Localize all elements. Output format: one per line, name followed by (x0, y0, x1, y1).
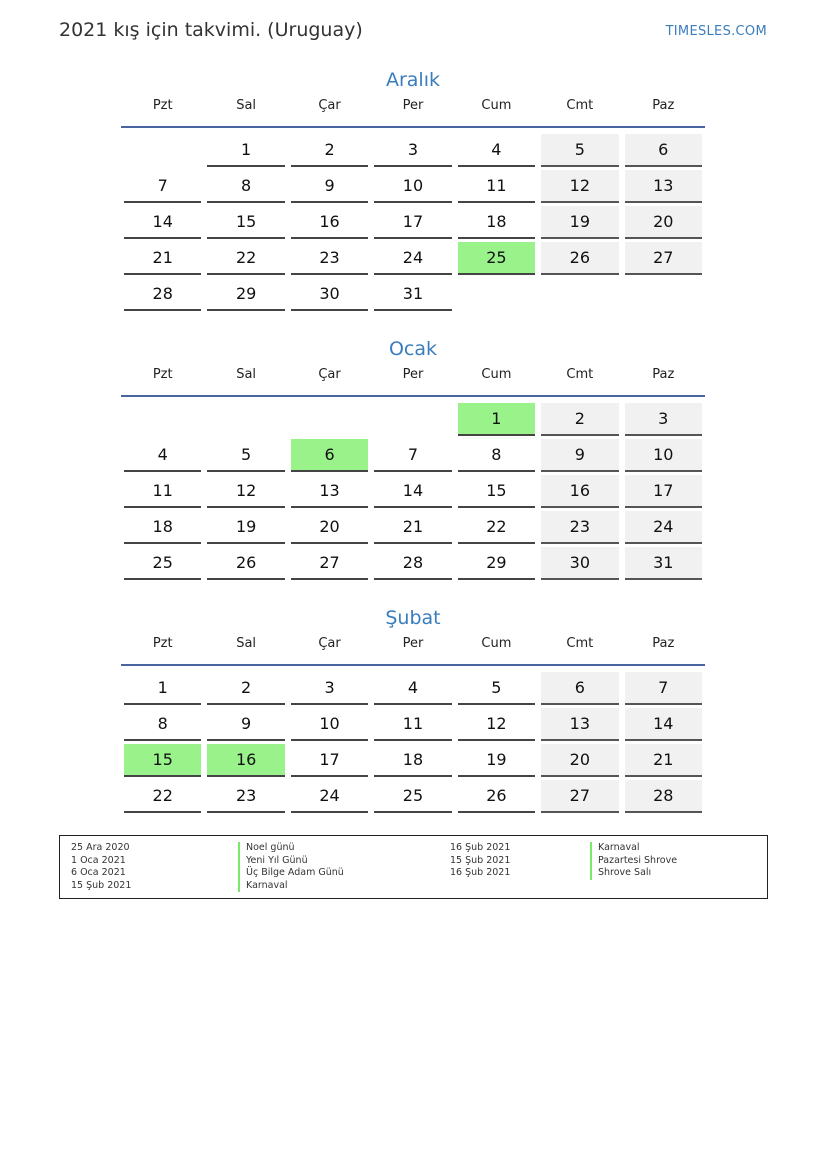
day-number: 13 (625, 170, 702, 203)
weekday-label: Sal (236, 367, 257, 382)
day-cell[interactable] (455, 437, 538, 473)
day-cell[interactable] (455, 545, 538, 581)
day-number: 27 (291, 547, 368, 580)
day-number: 16 (207, 744, 284, 777)
weekday-label: Çar (318, 367, 341, 382)
day-number: 10 (625, 439, 702, 472)
day-cell[interactable] (538, 778, 621, 814)
legend-holiday-name: Karnaval (238, 880, 344, 893)
day-cell[interactable] (538, 509, 621, 545)
day-cell[interactable] (622, 437, 705, 473)
day-cell[interactable] (455, 168, 538, 204)
empty-day-cell (371, 401, 454, 437)
day-cell[interactable] (288, 437, 371, 473)
day-cell[interactable] (455, 509, 538, 545)
page-title: 2021 kış için takvimi. (Uruguay) (59, 19, 363, 41)
empty-day-cell (204, 401, 287, 437)
day-number: 3 (625, 403, 702, 436)
day-cell[interactable] (538, 437, 621, 473)
day-cell[interactable] (121, 240, 204, 276)
day-number: 21 (124, 242, 201, 275)
day-number: 30 (291, 278, 368, 311)
day-cell[interactable] (371, 778, 454, 814)
weekday-header (121, 367, 705, 397)
day-number: 4 (374, 672, 451, 705)
day-cell[interactable] (121, 473, 204, 509)
day-cell[interactable] (288, 509, 371, 545)
weekday-label: Pzt (152, 98, 173, 113)
day-number: 25 (374, 780, 451, 813)
day-cell[interactable] (455, 778, 538, 814)
day-number: 1 (124, 672, 201, 705)
holiday-legend (59, 835, 768, 899)
weekday-label: Cum (481, 98, 512, 113)
day-number: 27 (625, 242, 702, 275)
day-cell[interactable] (371, 706, 454, 742)
empty-day-cell (121, 132, 204, 168)
day-number: 13 (541, 708, 618, 741)
day-cell[interactable] (371, 168, 454, 204)
day-number: 26 (207, 547, 284, 580)
day-cell[interactable] (204, 473, 287, 509)
day-number: 12 (207, 475, 284, 508)
month-name: Ocak (388, 338, 438, 360)
weekday-label: Çar (318, 636, 341, 651)
day-cell[interactable] (371, 473, 454, 509)
day-number: 19 (207, 511, 284, 544)
day-number: 9 (207, 708, 284, 741)
day-cell[interactable] (288, 778, 371, 814)
day-cell[interactable] (622, 240, 705, 276)
day-cell[interactable] (288, 168, 371, 204)
day-cell[interactable] (538, 168, 621, 204)
weekday-header (121, 636, 705, 666)
day-number: 15 (458, 475, 535, 508)
day-number: 8 (207, 170, 284, 203)
day-cell[interactable] (538, 473, 621, 509)
day-number: 6 (625, 134, 702, 167)
day-cell[interactable] (371, 204, 454, 240)
day-cell[interactable] (121, 778, 204, 814)
weekday-label: Cmt (566, 98, 594, 113)
day-number: 1 (207, 134, 284, 167)
legend-date: 16 Şub 2021 (450, 867, 511, 878)
weekday-label: Per (402, 98, 424, 113)
empty-day-cell (622, 276, 705, 312)
day-cell[interactable] (204, 742, 287, 778)
day-grid (121, 401, 705, 581)
day-cell[interactable] (622, 778, 705, 814)
day-cell[interactable] (622, 670, 705, 706)
day-number: 23 (207, 780, 284, 813)
day-number: 5 (207, 439, 284, 472)
day-number: 19 (541, 206, 618, 239)
day-cell[interactable] (288, 240, 371, 276)
day-cell[interactable] (538, 545, 621, 581)
day-cell[interactable] (121, 545, 204, 581)
day-number: 29 (207, 278, 284, 311)
day-number: 28 (625, 780, 702, 813)
legend-holiday-name: Üç Bilge Adam Günü (238, 867, 344, 880)
weekday-label: Pzt (152, 367, 173, 382)
weekday-label: Per (402, 367, 424, 382)
weekday-label: Per (402, 636, 424, 651)
day-cell[interactable] (121, 742, 204, 778)
day-cell[interactable] (288, 706, 371, 742)
day-cell[interactable] (121, 168, 204, 204)
day-number: 9 (541, 439, 618, 472)
day-cell[interactable] (121, 706, 204, 742)
weekday-header (121, 98, 705, 128)
day-cell[interactable] (121, 276, 204, 312)
day-number: 14 (374, 475, 451, 508)
day-cell[interactable] (288, 132, 371, 168)
day-cell[interactable] (204, 545, 287, 581)
day-number: 12 (458, 708, 535, 741)
day-number: 16 (541, 475, 618, 508)
day-cell[interactable] (538, 204, 621, 240)
legend-date: 15 Şub 2021 (71, 879, 132, 891)
legend-dates-right (450, 842, 510, 880)
weekday-label: Paz (652, 367, 675, 382)
day-cell[interactable] (371, 437, 454, 473)
day-cell[interactable] (371, 132, 454, 168)
day-number: 7 (374, 439, 451, 472)
weekday-label: Cmt (566, 636, 594, 651)
day-number: 2 (291, 134, 368, 167)
day-number: 20 (291, 511, 368, 544)
day-grid (121, 670, 705, 814)
legend-date: 1 Oca 2021 (71, 854, 126, 866)
day-number: 21 (374, 511, 451, 544)
day-number: 22 (458, 511, 535, 544)
day-number: 15 (207, 206, 284, 239)
day-number: 17 (625, 475, 702, 508)
month-block (121, 606, 705, 814)
legend-date: 15 Şub 2021 (450, 854, 511, 866)
day-number: 2 (541, 403, 618, 436)
day-cell[interactable] (371, 742, 454, 778)
day-number: 22 (207, 242, 284, 275)
day-cell[interactable] (371, 240, 454, 276)
day-number: 22 (124, 780, 201, 813)
day-number: 24 (374, 242, 451, 275)
day-cell[interactable] (538, 401, 621, 437)
day-cell[interactable] (371, 545, 454, 581)
day-number: 15 (124, 744, 201, 777)
empty-day-cell (455, 276, 538, 312)
legend-holiday-name: Pazartesi Shrove (590, 855, 677, 868)
day-number: 20 (625, 206, 702, 239)
day-number: 30 (541, 547, 618, 580)
day-number: 3 (291, 672, 368, 705)
day-number: 17 (291, 744, 368, 777)
day-cell[interactable] (204, 706, 287, 742)
day-number: 9 (291, 170, 368, 203)
weekday-label: Sal (236, 636, 257, 651)
day-number: 25 (124, 547, 201, 580)
legend-dates-left (71, 842, 131, 892)
legend-names-right (590, 842, 677, 880)
day-cell[interactable] (455, 670, 538, 706)
day-number: 23 (291, 242, 368, 275)
month-name: Aralık (385, 69, 440, 91)
day-number: 31 (374, 278, 451, 311)
day-grid (121, 132, 705, 312)
day-number: 17 (374, 206, 451, 239)
empty-day-cell (288, 401, 371, 437)
day-number: 6 (291, 439, 368, 472)
day-number: 14 (625, 708, 702, 741)
day-cell[interactable] (204, 670, 287, 706)
day-cell[interactable] (455, 240, 538, 276)
day-cell[interactable] (204, 132, 287, 168)
month-name: Şubat (385, 607, 441, 629)
day-number: 12 (541, 170, 618, 203)
day-cell[interactable] (371, 276, 454, 312)
day-number: 18 (374, 744, 451, 777)
day-number: 5 (541, 134, 618, 167)
day-number: 10 (374, 170, 451, 203)
day-cell[interactable] (455, 742, 538, 778)
weekday-label: Çar (318, 98, 341, 113)
day-cell[interactable] (538, 240, 621, 276)
day-cell[interactable] (622, 132, 705, 168)
day-cell[interactable] (371, 670, 454, 706)
day-cell[interactable] (455, 132, 538, 168)
weekday-label: Cmt (566, 367, 594, 382)
day-cell[interactable] (204, 276, 287, 312)
weekday-label: Pzt (152, 636, 173, 651)
empty-day-cell (121, 401, 204, 437)
weekday-label: Sal (236, 98, 257, 113)
legend-holiday-name: Karnaval (590, 842, 677, 855)
day-number: 16 (291, 206, 368, 239)
day-number: 7 (625, 672, 702, 705)
day-number: 26 (541, 242, 618, 275)
day-number: 4 (458, 134, 535, 167)
month-block (121, 337, 705, 581)
weekday-label: Paz (652, 98, 675, 113)
day-number: 20 (541, 744, 618, 777)
day-number: 21 (625, 744, 702, 777)
day-number: 29 (458, 547, 535, 580)
day-number: 7 (124, 170, 201, 203)
day-cell[interactable] (622, 706, 705, 742)
day-cell[interactable] (371, 509, 454, 545)
legend-names-left (238, 842, 344, 892)
day-cell[interactable] (288, 473, 371, 509)
month-block (121, 68, 705, 312)
day-number: 3 (374, 134, 451, 167)
day-cell[interactable] (288, 742, 371, 778)
day-number: 19 (458, 744, 535, 777)
day-number: 27 (541, 780, 618, 813)
day-cell[interactable] (121, 509, 204, 545)
day-cell[interactable] (622, 401, 705, 437)
day-cell[interactable] (538, 670, 621, 706)
day-cell[interactable] (455, 401, 538, 437)
day-cell[interactable] (622, 204, 705, 240)
empty-day-cell (538, 276, 621, 312)
legend-holiday-name: Yeni Yıl Günü (238, 855, 344, 868)
day-number: 24 (291, 780, 368, 813)
day-number: 28 (124, 278, 201, 311)
day-cell[interactable] (204, 509, 287, 545)
legend-date: 25 Ara 2020 (71, 842, 130, 853)
weekday-label: Paz (652, 636, 675, 651)
day-cell[interactable] (121, 204, 204, 240)
day-cell[interactable] (622, 168, 705, 204)
day-number: 18 (124, 511, 201, 544)
day-number: 10 (291, 708, 368, 741)
day-number: 4 (124, 439, 201, 472)
day-cell[interactable] (204, 168, 287, 204)
day-number: 18 (458, 206, 535, 239)
day-number: 11 (374, 708, 451, 741)
day-number: 14 (124, 206, 201, 239)
day-cell[interactable] (204, 778, 287, 814)
day-cell[interactable] (622, 509, 705, 545)
day-cell[interactable] (288, 670, 371, 706)
day-cell[interactable] (538, 742, 621, 778)
day-cell[interactable] (622, 473, 705, 509)
legend-holiday-name: Shrove Salı (590, 867, 677, 880)
day-number: 8 (124, 708, 201, 741)
day-cell[interactable] (121, 437, 204, 473)
day-number: 5 (458, 672, 535, 705)
day-cell[interactable] (121, 670, 204, 706)
legend-date: 6 Oca 2021 (71, 867, 126, 878)
day-cell[interactable] (622, 545, 705, 581)
brand-link[interactable]: TIMESLES.COM (665, 24, 767, 39)
day-cell[interactable] (455, 473, 538, 509)
day-number: 24 (625, 511, 702, 544)
day-number: 25 (458, 242, 535, 275)
weekday-label: Cum (481, 636, 512, 651)
day-cell[interactable] (204, 240, 287, 276)
day-cell[interactable] (455, 204, 538, 240)
day-number: 23 (541, 511, 618, 544)
legend-holiday-name: Noel günü (238, 842, 344, 855)
day-number: 13 (291, 475, 368, 508)
day-number: 11 (458, 170, 535, 203)
day-cell[interactable] (288, 545, 371, 581)
weekday-label: Cum (481, 367, 512, 382)
day-cell[interactable] (622, 742, 705, 778)
day-number: 2 (207, 672, 284, 705)
day-cell[interactable] (538, 132, 621, 168)
day-number: 8 (458, 439, 535, 472)
day-cell[interactable] (455, 706, 538, 742)
day-cell[interactable] (538, 706, 621, 742)
legend-date: 16 Şub 2021 (450, 842, 511, 853)
day-cell[interactable] (288, 276, 371, 312)
day-cell[interactable] (204, 437, 287, 473)
day-cell[interactable] (288, 204, 371, 240)
day-number: 28 (374, 547, 451, 580)
day-number: 6 (541, 672, 618, 705)
day-number: 31 (625, 547, 702, 580)
day-number: 11 (124, 475, 201, 508)
day-number: 1 (458, 403, 535, 436)
day-number: 26 (458, 780, 535, 813)
day-cell[interactable] (204, 204, 287, 240)
